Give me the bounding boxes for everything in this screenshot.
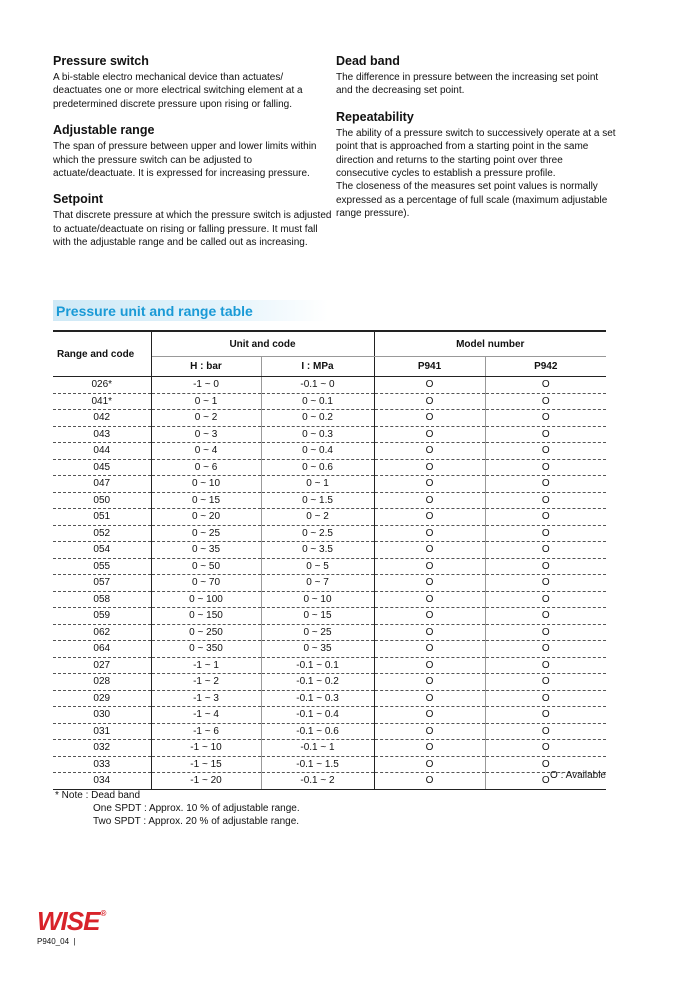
- page-number-text: P940_04: [37, 937, 70, 946]
- p942-availability-cell: O: [485, 509, 606, 526]
- note-title: * Note : Dead band: [55, 790, 141, 801]
- mpa-range-cell: 0 ~ 1.5: [261, 492, 374, 509]
- bar-range-cell: -1 ~ 2: [151, 674, 261, 691]
- range-code-cell: 031: [53, 723, 151, 740]
- p942-availability-cell: O: [485, 608, 606, 625]
- table-row: [53, 393, 606, 410]
- pressure-range-table: [53, 330, 606, 790]
- definition-title: Repeatability: [336, 109, 414, 124]
- bar-range-cell: -1 ~ 1: [151, 657, 261, 674]
- table-row: [53, 591, 606, 608]
- definition-block: [336, 110, 616, 221]
- p942-availability-cell: O: [485, 443, 606, 460]
- range-code-cell: 047: [53, 476, 151, 493]
- bar-range-cell: -1 ~ 20: [151, 773, 261, 790]
- header-range-and-code: Range and code: [53, 331, 151, 377]
- range-code-cell: 032: [53, 740, 151, 757]
- bar-range-cell: 0 ~ 350: [151, 641, 261, 658]
- bar-range-cell: 0 ~ 100: [151, 591, 261, 608]
- table-row: [53, 410, 606, 427]
- table-row: [53, 459, 606, 476]
- availability-legend: O : Available: [550, 770, 606, 781]
- p942-availability-cell: O: [485, 476, 606, 493]
- definitions-left-column: [53, 54, 333, 262]
- bar-range-cell: 0 ~ 250: [151, 624, 261, 641]
- logo-text: WISE: [37, 906, 100, 936]
- header-mpa: I : MPa: [261, 357, 374, 377]
- definition-body: The span of pressure between upper and lower limits within which the pressure switch can be adjusted to actuate/deactuate. It is expressed for increasing pressure.: [53, 141, 317, 180]
- bar-range-cell: -1 ~ 4: [151, 707, 261, 724]
- table-row: [53, 707, 606, 724]
- mpa-range-cell: 0 ~ 35: [261, 641, 374, 658]
- note-line: Two SPDT : Approx. 20 % of adjustable range.: [93, 816, 300, 827]
- p941-availability-cell: O: [374, 558, 485, 575]
- header-unit-and-code: Unit and code: [151, 331, 374, 357]
- range-code-cell: 041*: [53, 393, 151, 410]
- mpa-range-cell: -0.1 ~ 0.2: [261, 674, 374, 691]
- p941-availability-cell: O: [374, 459, 485, 476]
- mpa-range-cell: 0 ~ 2: [261, 509, 374, 526]
- definition-body: A bi-stable electro mechanical device than actuates/ deactuates one or more electrical switching element at a predetermined discrete pressure upon rising or falling.: [53, 72, 303, 110]
- p941-availability-cell: O: [374, 707, 485, 724]
- bar-range-cell: 0 ~ 2: [151, 410, 261, 427]
- range-code-cell: 028: [53, 674, 151, 691]
- p941-availability-cell: O: [374, 426, 485, 443]
- p941-availability-cell: O: [374, 624, 485, 641]
- table-row: [53, 641, 606, 658]
- bar-range-cell: 0 ~ 15: [151, 492, 261, 509]
- definition-title: Dead band: [336, 54, 400, 68]
- mpa-range-cell: 0 ~ 7: [261, 575, 374, 592]
- bar-range-cell: 0 ~ 35: [151, 542, 261, 559]
- p941-availability-cell: O: [374, 756, 485, 773]
- range-code-cell: 042: [53, 410, 151, 427]
- range-code-cell: 050: [53, 492, 151, 509]
- bar-range-cell: 0 ~ 4: [151, 443, 261, 460]
- p941-availability-cell: O: [374, 641, 485, 658]
- definition-block: [53, 192, 333, 249]
- p941-availability-cell: O: [374, 509, 485, 526]
- bar-range-cell: 0 ~ 6: [151, 459, 261, 476]
- range-code-cell: 064: [53, 641, 151, 658]
- p941-availability-cell: O: [374, 525, 485, 542]
- p941-availability-cell: O: [374, 773, 485, 790]
- range-code-cell: 034: [53, 773, 151, 790]
- table-row: [53, 558, 606, 575]
- table-row: [53, 690, 606, 707]
- p942-availability-cell: O: [485, 377, 606, 394]
- p942-availability-cell: O: [485, 542, 606, 559]
- table-row: [53, 624, 606, 641]
- mpa-range-cell: 0 ~ 25: [261, 624, 374, 641]
- range-code-cell: 043: [53, 426, 151, 443]
- range-code-cell: 030: [53, 707, 151, 724]
- definition-body: The difference in pressure between the increasing set point and the decreasing set point.: [336, 72, 599, 97]
- header-p941: P941: [374, 357, 485, 377]
- range-code-cell: 062: [53, 624, 151, 641]
- range-code-cell: 058: [53, 591, 151, 608]
- mpa-range-cell: 0 ~ 15: [261, 608, 374, 625]
- bar-range-cell: 0 ~ 50: [151, 558, 261, 575]
- dead-band-note: [55, 789, 300, 828]
- definition-title: Pressure switch: [53, 54, 149, 68]
- definition-body: The ability of a pressure switch to successively operate at a set point that is approached from a starting point in the same direction and returns to the starting point over three consecutive cycles to establish a pressure profile.: [336, 127, 616, 180]
- p942-availability-cell: O: [485, 740, 606, 757]
- p941-availability-cell: O: [374, 377, 485, 394]
- table-row: [53, 608, 606, 625]
- p941-availability-cell: O: [374, 443, 485, 460]
- range-code-cell: 059: [53, 608, 151, 625]
- definition-block: [336, 54, 616, 98]
- p941-availability-cell: O: [374, 476, 485, 493]
- bar-range-cell: 0 ~ 1: [151, 393, 261, 410]
- p942-availability-cell: O: [485, 558, 606, 575]
- definition-title: Adjustable range: [53, 123, 155, 138]
- p942-availability-cell: O: [485, 410, 606, 427]
- table-row: [53, 674, 606, 691]
- mpa-range-cell: -0.1 ~ 0.6: [261, 723, 374, 740]
- table-row: [53, 657, 606, 674]
- range-code-cell: 033: [53, 756, 151, 773]
- definitions-right-column: [336, 54, 616, 233]
- p941-availability-cell: O: [374, 393, 485, 410]
- p942-availability-cell: O: [485, 674, 606, 691]
- bar-range-cell: 0 ~ 10: [151, 476, 261, 493]
- definition-body: The closeness of the measures set point values is normally expressed as a percentage of full scale (maximum adjustable range pressure).: [336, 181, 608, 220]
- bar-range-cell: -1 ~ 0: [151, 377, 261, 394]
- p942-availability-cell: O: [485, 591, 606, 608]
- p942-availability-cell: O: [485, 690, 606, 707]
- mpa-range-cell: 0 ~ 3.5: [261, 542, 374, 559]
- p941-availability-cell: O: [374, 542, 485, 559]
- p942-availability-cell: O: [485, 723, 606, 740]
- mpa-range-cell: 0 ~ 0.6: [261, 459, 374, 476]
- mpa-range-cell: -0.1 ~ 2: [261, 773, 374, 790]
- range-code-cell: 044: [53, 443, 151, 460]
- mpa-range-cell: 0 ~ 10: [261, 591, 374, 608]
- p941-availability-cell: O: [374, 591, 485, 608]
- definition-body: That discrete pressure at which the pressure switch is adjusted to actuate/deactuate on rising or falling pressure. It must fall with the adjustable range and be called out as increasing.: [53, 210, 332, 249]
- table-row: [53, 723, 606, 740]
- p941-availability-cell: O: [374, 608, 485, 625]
- table-row: [53, 476, 606, 493]
- mpa-range-cell: -0.1 ~ 0.1: [261, 657, 374, 674]
- bar-range-cell: -1 ~ 6: [151, 723, 261, 740]
- p942-availability-cell: O: [485, 756, 606, 773]
- bar-range-cell: -1 ~ 10: [151, 740, 261, 757]
- table-body: [53, 377, 606, 790]
- table-row: [53, 443, 606, 460]
- p942-availability-cell: O: [485, 393, 606, 410]
- page-number: P940_04 |: [37, 937, 76, 946]
- table-row: [53, 492, 606, 509]
- table-row: [53, 525, 606, 542]
- bar-range-cell: -1 ~ 3: [151, 690, 261, 707]
- p941-availability-cell: O: [374, 657, 485, 674]
- p941-availability-cell: O: [374, 410, 485, 427]
- p942-availability-cell: O: [485, 773, 606, 790]
- range-code-cell: 055: [53, 558, 151, 575]
- p942-availability-cell: O: [485, 657, 606, 674]
- mpa-range-cell: 0 ~ 2.5: [261, 525, 374, 542]
- p942-availability-cell: O: [485, 707, 606, 724]
- range-code-cell: 027: [53, 657, 151, 674]
- range-code-cell: 051: [53, 509, 151, 526]
- p942-availability-cell: O: [485, 492, 606, 509]
- range-code-cell: 026*: [53, 377, 151, 394]
- range-code-cell: 052: [53, 525, 151, 542]
- range-code-cell: 054: [53, 542, 151, 559]
- p941-availability-cell: O: [374, 723, 485, 740]
- definition-block: [53, 123, 333, 180]
- bar-range-cell: 0 ~ 150: [151, 608, 261, 625]
- p941-availability-cell: O: [374, 740, 485, 757]
- table-row: [53, 426, 606, 443]
- header-bar: H : bar: [151, 357, 261, 377]
- bar-range-cell: 0 ~ 3: [151, 426, 261, 443]
- range-code-cell: 057: [53, 575, 151, 592]
- mpa-range-cell: -0.1 ~ 1: [261, 740, 374, 757]
- p942-availability-cell: O: [485, 525, 606, 542]
- p942-availability-cell: O: [485, 426, 606, 443]
- registered-mark: ®: [100, 909, 106, 919]
- mpa-range-cell: -0.1 ~ 0.4: [261, 707, 374, 724]
- p941-availability-cell: O: [374, 492, 485, 509]
- p942-availability-cell: O: [485, 641, 606, 658]
- mpa-range-cell: -0.1 ~ 1.5: [261, 756, 374, 773]
- mpa-range-cell: -0.1 ~ 0: [261, 377, 374, 394]
- range-code-cell: 045: [53, 459, 151, 476]
- definition-title: Setpoint: [53, 192, 103, 207]
- p941-availability-cell: O: [374, 690, 485, 707]
- mpa-range-cell: 0 ~ 0.1: [261, 393, 374, 410]
- p942-availability-cell: O: [485, 624, 606, 641]
- bar-range-cell: -1 ~ 15: [151, 756, 261, 773]
- p942-availability-cell: O: [485, 459, 606, 476]
- table-row: [53, 509, 606, 526]
- section-title: Pressure unit and range table: [53, 300, 328, 321]
- p941-availability-cell: O: [374, 575, 485, 592]
- table-row: [53, 377, 606, 394]
- p942-availability-cell: O: [485, 575, 606, 592]
- header-p942: P942: [485, 357, 606, 377]
- mpa-range-cell: 0 ~ 5: [261, 558, 374, 575]
- table-row: [53, 542, 606, 559]
- definition-block: [53, 54, 333, 111]
- wise-logo: [37, 906, 105, 937]
- p941-availability-cell: O: [374, 674, 485, 691]
- mpa-range-cell: 0 ~ 1: [261, 476, 374, 493]
- range-code-cell: 029: [53, 690, 151, 707]
- mpa-range-cell: 0 ~ 0.2: [261, 410, 374, 427]
- bar-range-cell: 0 ~ 25: [151, 525, 261, 542]
- mpa-range-cell: -0.1 ~ 0.3: [261, 690, 374, 707]
- note-line: One SPDT : Approx. 10 % of adjustable range.: [93, 803, 300, 814]
- bar-range-cell: 0 ~ 20: [151, 509, 261, 526]
- mpa-range-cell: 0 ~ 0.4: [261, 443, 374, 460]
- table-row: [53, 575, 606, 592]
- bar-range-cell: 0 ~ 70: [151, 575, 261, 592]
- mpa-range-cell: 0 ~ 0.3: [261, 426, 374, 443]
- table-row: [53, 740, 606, 757]
- header-model-number: Model number: [374, 331, 606, 357]
